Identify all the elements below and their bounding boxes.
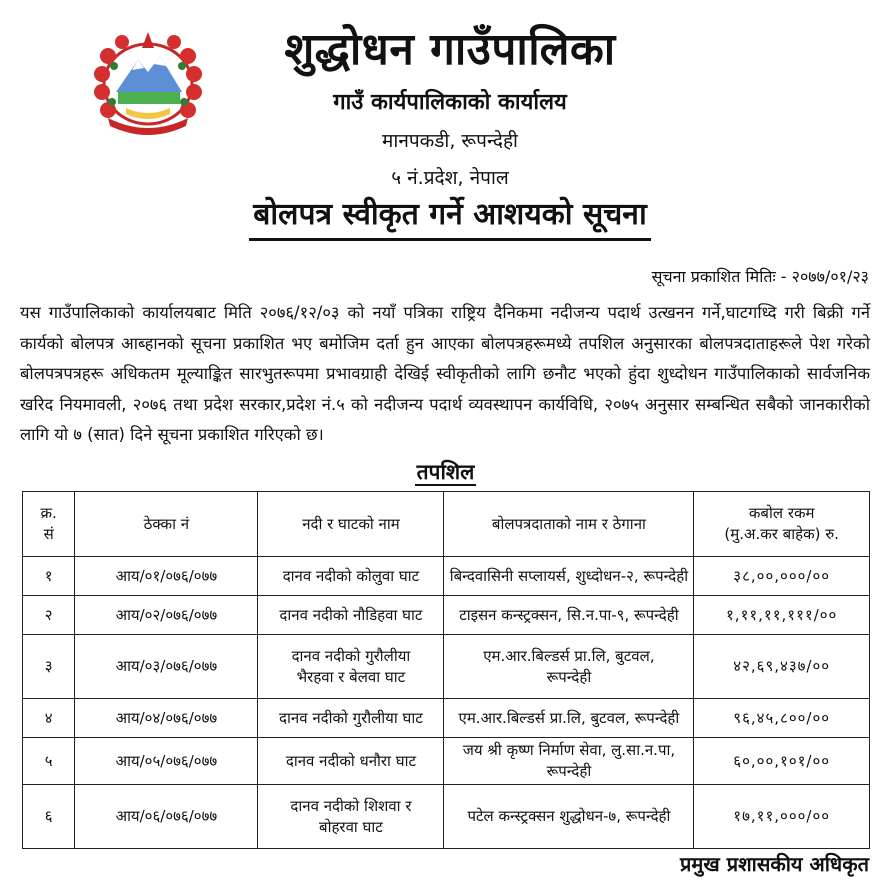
table-row	[23, 635, 870, 699]
table-row	[23, 738, 870, 785]
header-amount-line1: कबोल रकम	[748, 504, 815, 522]
cell-contract: आय/०१/०७६/०७७	[75, 557, 258, 596]
cell-river-line: बोहरवा घाट	[319, 817, 383, 836]
cell-bidder-line: पटेल कन्स्ट्रक्सन शुद्धोधन-७, रूपन्देही	[467, 807, 671, 825]
cell-bidder	[444, 699, 694, 738]
cell-bidder	[444, 635, 694, 699]
header-contract: ठेक्का नं	[75, 492, 258, 557]
cell-sn: ५	[23, 738, 75, 785]
office-location: मानपकडी, रूपन्देही	[382, 130, 518, 152]
cell-bidder-line: रूपन्देही	[546, 667, 592, 686]
cell-sn: ३	[23, 635, 75, 699]
signature-title: प्रमुख प्रशासकीय अधिकृत	[680, 852, 869, 876]
header-bidder: बोलपत्रदाताको नाम र ठेगाना	[444, 492, 694, 557]
cell-river	[258, 596, 444, 635]
cell-river-line: दानव नदीको कोलुवा घाट	[282, 566, 420, 585]
cell-contract: आय/०३/०७६/०७७	[75, 635, 258, 699]
table-row	[23, 596, 870, 635]
cell-river	[258, 699, 444, 738]
header-amount	[694, 492, 870, 557]
header-sn	[23, 492, 75, 557]
cell-bidder-line: बिन्दवासिनी सप्लायर्स, शुध्दोधन-२, रूपन्देही	[449, 566, 689, 585]
cell-river-line: दानव नदीको गुरौलीया	[291, 646, 411, 665]
schedule-title	[0, 458, 891, 486]
cell-river	[258, 557, 444, 596]
cell-bidder-line: एम.आर.बिल्डर्स प्रा.लि, बुटवल,	[483, 646, 655, 665]
cell-bidder-line: टाइसन कन्स्ट्रक्सन, सि.न.पा-९, रूपन्देही	[459, 605, 679, 624]
cell-contract: आय/०६/०७६/०७७	[75, 785, 258, 849]
cell-amount: १,११,११,१११/००	[694, 596, 870, 635]
province-line: ५ नं.प्रदेश, नेपाल	[391, 167, 509, 189]
cell-river-line: भैरहवा र बेलवा घाट	[296, 667, 406, 686]
cell-sn: ४	[23, 699, 75, 738]
cell-sn: ६	[23, 785, 75, 849]
cell-bidder	[444, 557, 694, 596]
cell-amount: ४२,६९,४३७/००	[694, 635, 870, 699]
cell-river-line: दानव नदीको शिशवा र	[290, 796, 412, 815]
office-name: गाउँ कार्यपालिकाको कार्यालय	[333, 90, 567, 115]
header-river: नदी र घाटको नाम	[258, 492, 444, 557]
cell-sn: १	[23, 557, 75, 596]
table-row	[23, 557, 870, 596]
cell-contract: आय/०५/०७६/०७७	[75, 738, 258, 785]
table-header-row	[23, 492, 870, 557]
cell-bidder-line: जय श्री कृष्ण निर्माण सेवा, लु.सा.न.पा, रूपन्देही	[462, 741, 676, 780]
published-date: सूचना प्रकाशित मितिः - २०७७/०१/२३	[651, 267, 869, 286]
cell-river-line: दानव नदीको नौडिहवा घाट	[279, 605, 423, 624]
notice-title	[190, 194, 710, 241]
nepal-emblem-icon	[86, 26, 210, 138]
cell-river-line: दानव नदीको गुरौलीया घाट	[279, 708, 423, 727]
cell-contract: आय/०२/०७६/०७७	[75, 596, 258, 635]
cell-amount: ६०,००,१०१/००	[694, 738, 870, 785]
cell-amount: ३८,००,०००/००	[694, 557, 870, 596]
header-sn-line2: सं	[43, 525, 54, 543]
schedule-table	[22, 491, 870, 849]
schedule-title-text: तपशिल	[416, 460, 475, 484]
header-amount-line2: (मु.अ.कर बाहेक) रु.	[724, 525, 839, 543]
cell-river	[258, 635, 444, 699]
cell-amount: ९६,४५,८००/००	[694, 699, 870, 738]
notice-body: यस गाउँपालिकाको कार्यालयबाट मिति २०७६/१२/०३ को नयाँ पत्रिका राष्ट्रिय दैनिकमा नदीजन्य पदार्थ उत्खनन गर्ने,घाटगध्दि गरी बिक्री गर्ने कार्यको बोलपत्र आब्हानको सूचना प्रकाशित भए बमोजिम दर्ता हुन आएका बोलपत्रहरूमध्ये तपशिल अनुसारका बोलपत्रदाताहरूले पेश गरेको बोलपत्रपत्रहरू अधिकतम मूल्याङ्कित सारभुतरूपमा प्रभावग्राही देखिई स्वीकृतीको लागि छनौट भएको हुंदा शुध्दोधन गाउँपालिकाको सार्वजनिक खरिद नियमावली, २०७६ तथा प्रदेश सरकार,प्रदेश नं.५ को नदीजन्य पदार्थ व्यवस्थापन कार्यविधि, २०७५ अनुसार सम्बन्धित सबैको जानकारीको लागि यो ७ (सात) दिने सूचना प्रकाशित गरिएको छ।	[20, 303, 870, 444]
cell-river-line: दानव नदीको धनौरा घाट	[285, 751, 417, 770]
table-row	[23, 699, 870, 738]
cell-sn: २	[23, 596, 75, 635]
municipality-name: शुद्धोधन गाउँपालिका	[284, 24, 616, 75]
cell-bidder-line: एम.आर.बिल्डर्स प्रा.लि, बुटवल, रूपन्देही	[458, 708, 680, 727]
cell-river	[258, 738, 444, 785]
table-row	[23, 785, 870, 849]
cell-bidder	[444, 596, 694, 635]
cell-bidder	[444, 785, 694, 849]
cell-amount: १७,११,०००/००	[694, 785, 870, 849]
cell-bidder	[444, 738, 694, 785]
header-sn-line1: क्र.	[40, 504, 57, 522]
cell-river	[258, 785, 444, 849]
letterhead	[0, 0, 891, 260]
cell-contract: आय/०४/०७६/०७७	[75, 699, 258, 738]
notice-title-text: बोलपत्र स्वीकृत गर्ने आशयको सूचना	[249, 194, 650, 241]
